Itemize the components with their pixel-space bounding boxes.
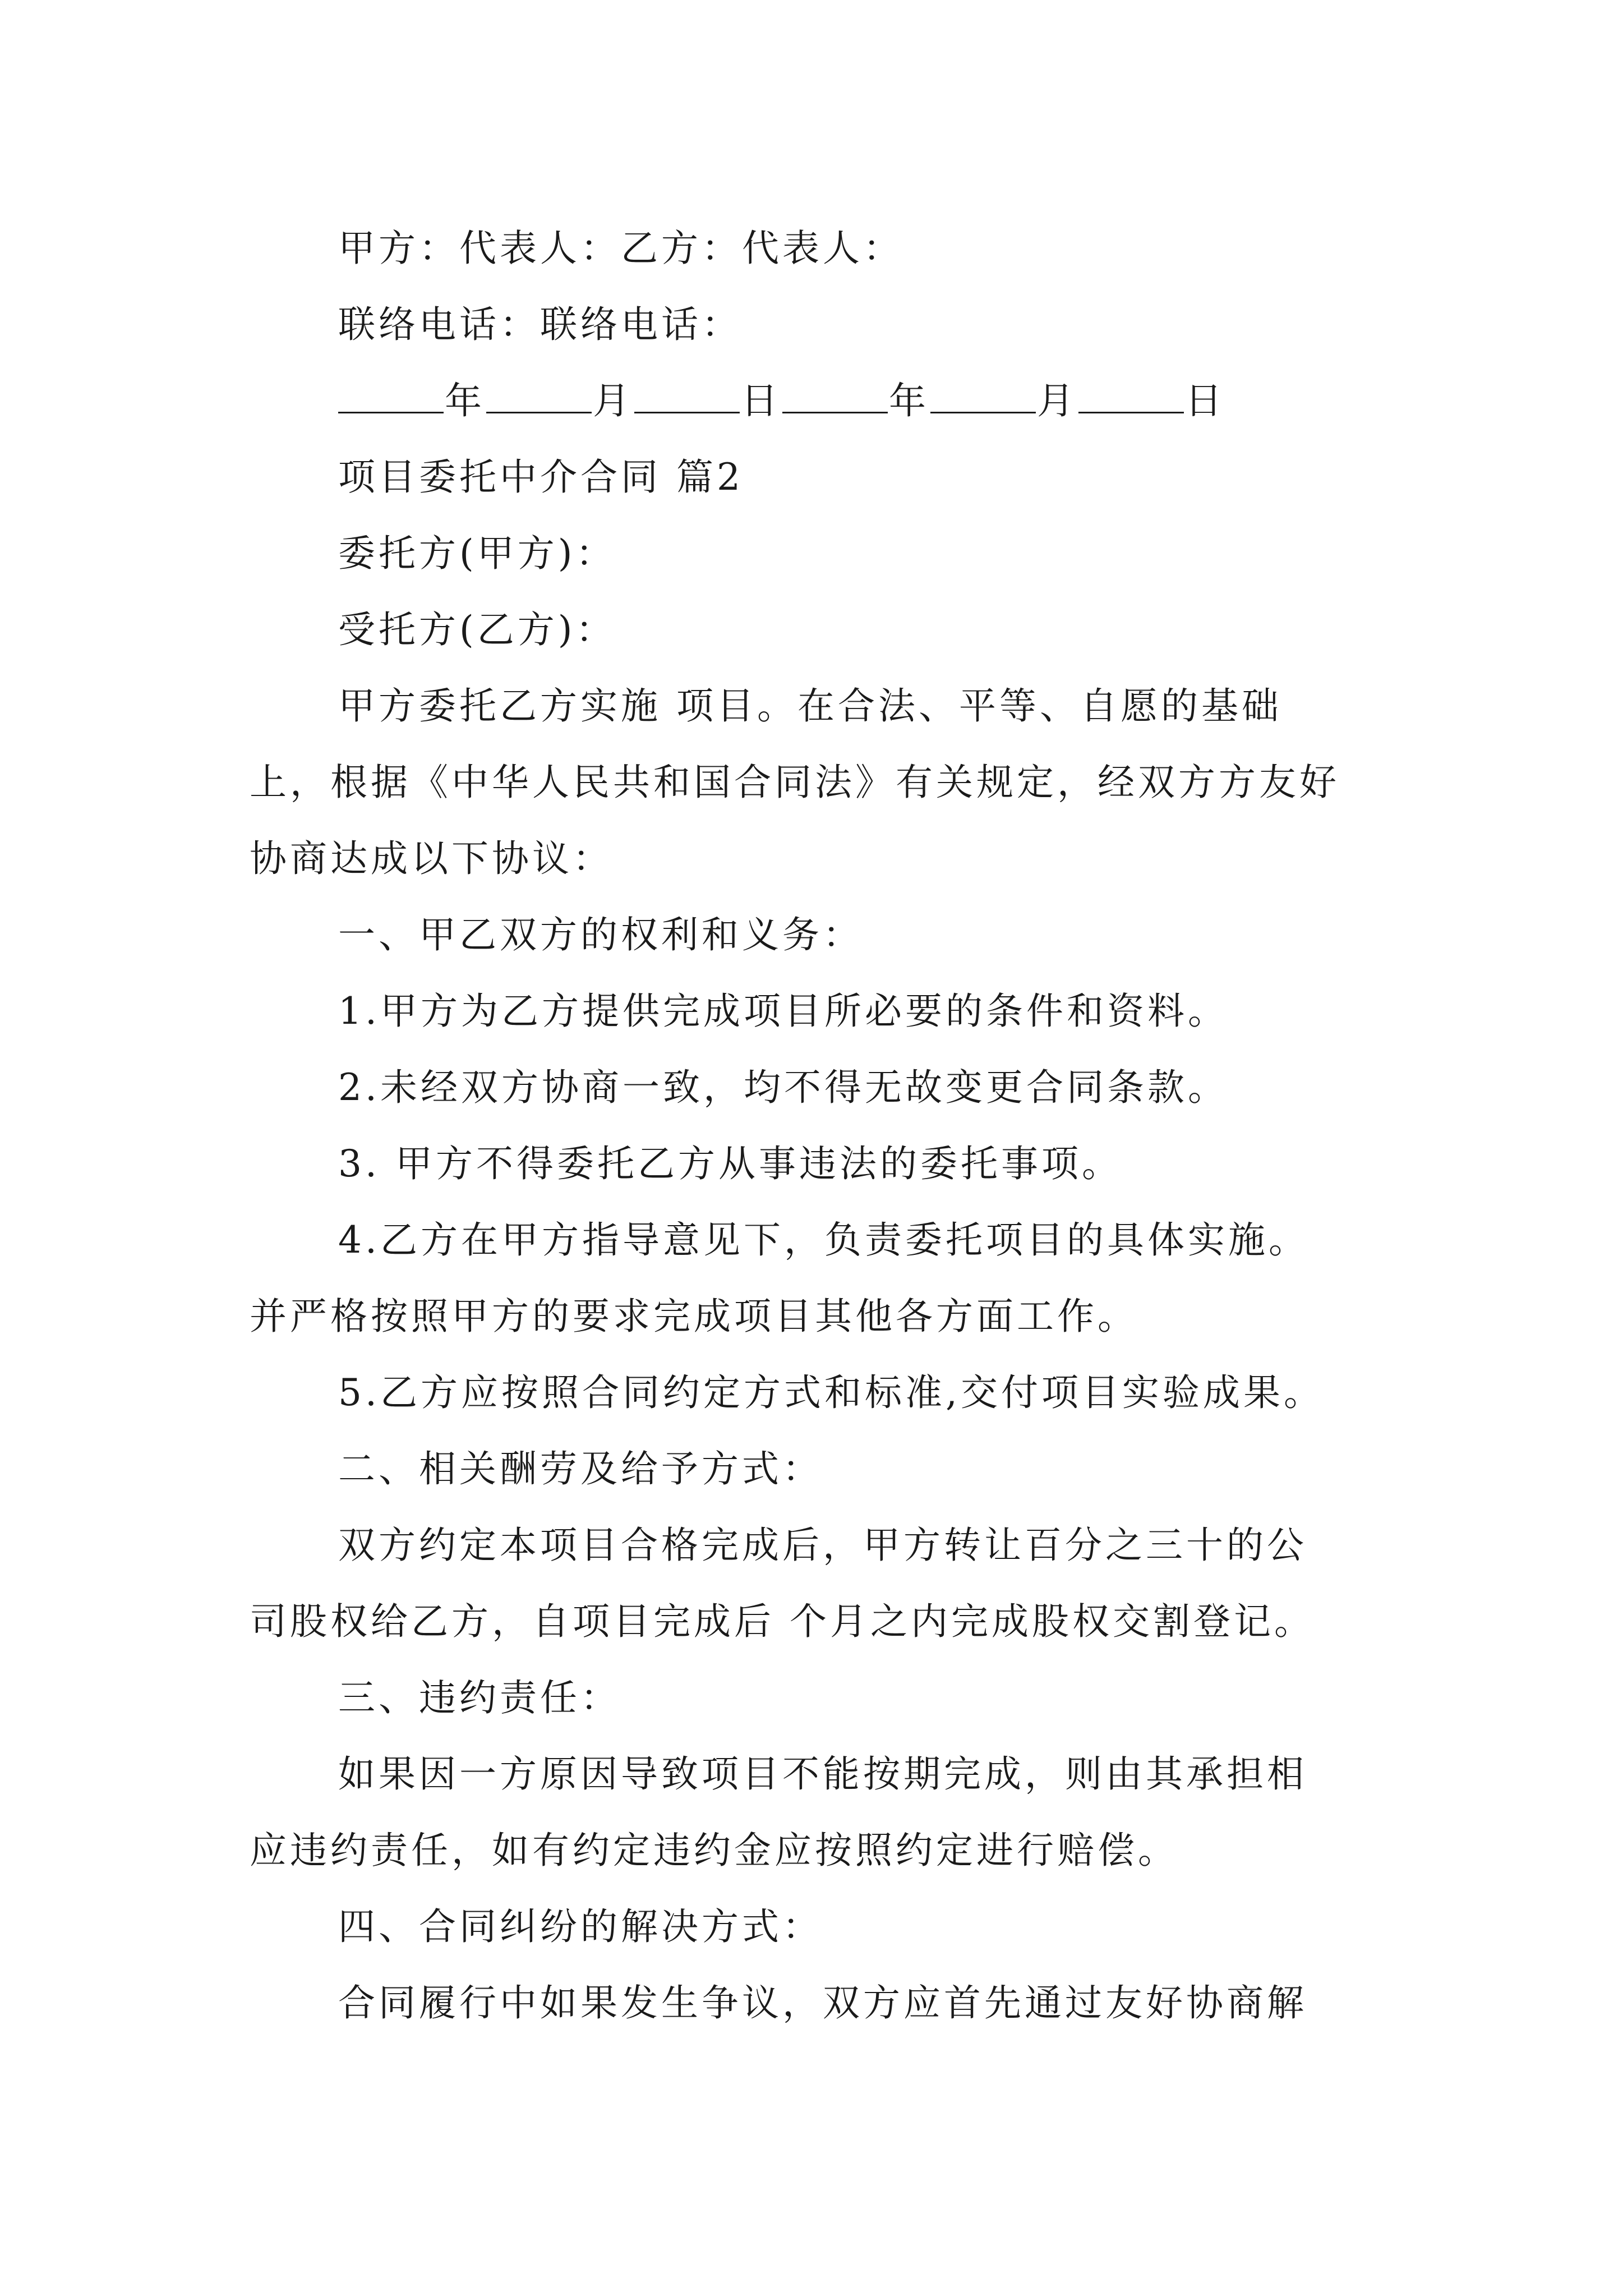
date-blank <box>338 380 444 413</box>
agent-party-line: 受托方(乙方)： <box>338 608 616 651</box>
section-paragraph-line: 如果因一方原因导致项目不能按期完成，则由其承担相 <box>338 1752 1307 1796</box>
signature-phone-line: 联络电话：联络电话： <box>338 303 742 346</box>
signature-date-line <box>250 363 1399 439</box>
document-body <box>250 210 1399 2041</box>
date-blank <box>634 380 740 413</box>
section-title: 一、甲乙双方的权利和义务： <box>338 913 863 956</box>
section-paragraph-line: 合同履行中如果发生争议，双方应首先通过友好协商解 <box>338 1981 1307 2024</box>
section-title: 三、违约责任： <box>338 1676 621 1719</box>
date-blank <box>930 380 1036 413</box>
clause-item: 5.乙方应按照合同约定方式和标准,交付项目实验成果。 <box>338 1371 1324 1414</box>
client-party-line: 委托方(甲方)： <box>338 532 616 575</box>
section-paragraph-line: 双方约定本项目合格完成后，甲方转让百分之三十的公 <box>338 1524 1307 1567</box>
date-unit-year: 年 <box>889 379 929 422</box>
date-blank <box>782 380 888 413</box>
clause-item-continuation: 并严格按照甲方的要求完成项目其他各方面工作。 <box>250 1295 1138 1338</box>
clause-item: 2.未经双方协商一致，均不得无故变更合同条款。 <box>338 1066 1228 1109</box>
date-blank <box>486 380 592 413</box>
date-unit-day: 日 <box>741 379 781 422</box>
signature-parties-line: 甲方：代表人：乙方：代表人： <box>338 227 903 270</box>
intro-paragraph-line: 甲方委托乙方实施 项目。在合法、平等、自愿的基础 <box>338 684 1282 728</box>
intro-paragraph-line: 上，根据《中华人民共和国合同法》有关规定，经双方方友好 <box>250 761 1340 804</box>
section-paragraph-line: 司股权给乙方，自项目完成后 个月之内完成股权交割登记。 <box>250 1600 1315 1643</box>
section-title: 二、相关酬劳及给予方式： <box>338 1447 823 1490</box>
date-blank <box>1078 380 1184 413</box>
intro-paragraph-line: 协商达成以下协议： <box>250 837 613 880</box>
date-unit-month: 月 <box>1037 379 1077 422</box>
clause-item: 3. 甲方不得委托乙方从事违法的委托事项。 <box>338 1142 1122 1185</box>
clause-item: 1.甲方为乙方提供完成项目所必要的条件和资料。 <box>338 990 1228 1033</box>
date-unit-month: 月 <box>593 379 633 422</box>
contract-heading: 项目委托中介合同 篇2 <box>338 455 744 499</box>
clause-item: 4.乙方在甲方指导意见下，负责委托项目的具体实施。 <box>338 1218 1309 1262</box>
date-unit-year: 年 <box>445 379 485 422</box>
section-title: 四、合同纠纷的解决方式： <box>338 1905 823 1948</box>
section-paragraph-line: 应违约责任，如有约定违约金应按照约定进行赔偿。 <box>250 1829 1178 1872</box>
date-unit-day: 日 <box>1185 379 1225 422</box>
